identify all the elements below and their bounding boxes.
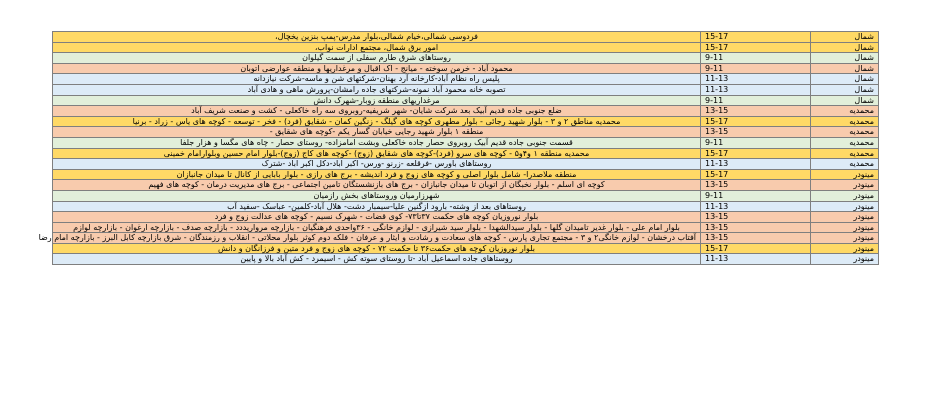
time-range-cell: 15-17 (701, 32, 811, 43)
table-row (53, 32, 879, 43)
region-cell: مینودر (811, 190, 879, 201)
area-description-cell: قسمت جنوبی جاده قدیم آبیک روبروی حصار جاده خاکعلی وبشت امامزاده- روستای حصار - چاه های مگسا و هزار جلفا (53, 137, 701, 148)
region-cell: محمدیه (811, 148, 879, 159)
time-range-cell: 15-17 (701, 169, 811, 180)
area-description-cell: روستاهای شرق طارم سفلی از سمت گیلوان (53, 53, 701, 64)
region-cell: شمال (811, 95, 879, 106)
region-cell: شمال (811, 84, 879, 95)
table-row (53, 53, 879, 64)
region-cell: مینودر (811, 212, 879, 223)
region-cell: شمال (811, 74, 879, 85)
region-cell: محمدیه (811, 159, 879, 170)
area-description-cell: آفتاب درخشان - لوازم خانگی۲ و ۳ - مجتمع تجاری پارس - کوچه های سعادت و رشادت و ایثار و عرفان - فلکه دوم کوثر بلوار محلاتی - انقلاب و رزمندگان - شرق بازارچه کابل البرز - بازارچه امام رضا (53, 233, 701, 244)
area-description-cell: منطقه ملاصدرا- شامل بلوار اصلی و کوچه های زوج و فرد اندیشه - برج های رازی - بلوار بابایی از کانال تا میدان جانبازان (53, 169, 701, 180)
table-row (53, 106, 879, 117)
region-cell: محمدیه (811, 116, 879, 127)
region-cell: مینودر (811, 180, 879, 191)
time-range-cell: 15-17 (701, 243, 811, 254)
time-range-cell: 11-13 (701, 159, 811, 170)
table-row (53, 74, 879, 85)
time-range-cell: 13-15 (701, 233, 811, 244)
table-row (53, 190, 879, 201)
region-cell: شمال (811, 32, 879, 43)
area-description-cell: محمدیه منطقه ۱ و۴و۵ - کوچه های سرو (فرد)-کوچه های شقایق (زوج) -کوچه های کاج (زوج)-بلوار امام حسین وبلوارامام خمینی (53, 148, 701, 159)
area-description-cell: مرغداریهای منطقه زوبار-شهرک دانش (53, 95, 701, 106)
table-row (53, 201, 879, 212)
time-range-cell: 11-13 (701, 74, 811, 85)
table-row (53, 169, 879, 180)
area-description-cell: امور برق شمال، مجتمع ادارات نواب، (53, 42, 701, 53)
region-cell: مینودر (811, 243, 879, 254)
table-row (53, 180, 879, 191)
area-description-cell: محمود آباد - خرمن سوخته - میانج - اک اقبال و مرغداریها و منطقه عوارضی اتوبان (53, 63, 701, 74)
region-cell: مینودر (811, 169, 879, 180)
table-row (53, 254, 879, 265)
time-range-cell: 15-17 (701, 148, 811, 159)
area-description-cell: ضلع جنوبی جاده قدیم آبیک بعد شرکت شایان- شهر شریفیه-روبروی سه راه خاکعلی - کشت و صنعت شریف آباد (53, 106, 701, 117)
time-range-cell: 9-11 (701, 137, 811, 148)
table-row (53, 243, 879, 254)
area-description-cell: تصوبه خانه محمود آباد نمونه-شرکتهای جاده رامشان-پرورش ماهی و هادی آباد (53, 84, 701, 95)
table-row (53, 137, 879, 148)
table-row (53, 95, 879, 106)
region-cell: محمدیه (811, 106, 879, 117)
time-range-cell: 11-13 (701, 84, 811, 95)
table-row (53, 159, 879, 170)
table-row (53, 42, 879, 53)
region-cell: مینودر (811, 201, 879, 212)
time-range-cell: 13-15 (701, 106, 811, 117)
time-range-cell: 9-11 (701, 53, 811, 64)
area-description-cell: روستاهای جاده اسماعیل آباد -تا روستای سوته کش - اسیمرد - کش آباد بالا و پایین (53, 254, 701, 265)
area-description-cell: منطقه ۱ بلوار شهید رجایی خیابان گسار یکم -کوچه های شقایق - (53, 127, 701, 138)
time-range-cell: 9-11 (701, 190, 811, 201)
time-range-cell: 9-11 (701, 63, 811, 74)
table-row (53, 63, 879, 74)
region-cell: شمال (811, 63, 879, 74)
region-cell: مینودر (811, 254, 879, 265)
time-range-cell: 13-15 (701, 212, 811, 223)
time-range-cell: 11-13 (701, 254, 811, 265)
region-cell: محمدیه (811, 137, 879, 148)
table-row (53, 116, 879, 127)
table-row (53, 212, 879, 223)
table-body (38, 32, 879, 265)
time-range-cell: 13-15 (701, 180, 811, 191)
area-description-cell: کوچه ای اسلم - بلوار نخبگان از اتوبان تا میدان جانبازان - برج های بازنشستگان تامین اجتماعی - برج های مدیریت درمان - کوچه های فهیم (53, 180, 701, 191)
region-cell: مینودر (811, 233, 879, 244)
area-description-cell: بلوار نوروزیان کوچه های حکمت ۳۷تا۷۳- کوی قضات - شهرک نسیم - کوچه های عدالت زوج و فرد (53, 212, 701, 223)
table-row (53, 222, 879, 233)
area-description-cell: روستاهای بعد از وشته- بارود ازگنین علیا-سیمبار دشت- هلال آباد-کلمین- عباسک -سفید آب (53, 201, 701, 212)
time-range-cell: 15-17 (701, 42, 811, 53)
table-row (53, 233, 879, 244)
area-description-cell: محمدیه مناطق ۲ و ۳ - بلوار شهید رجائی - بلوار مطهری کوچه های گیلگ - زنگین کمان - شقایق (فرد) - فخر - توسعه - کوچه های یاس - زراد - برنیا (53, 116, 701, 127)
table-row (53, 84, 879, 95)
time-range-cell: 11-13 (701, 201, 811, 212)
region-cell: شمال (811, 53, 879, 64)
area-description-cell: بلوار نوروزیان کوچه های حکمت۳۶ تا حکمت ۷۲ - کوچه های زوج و فرد متین و فرزانگان و دانش (53, 243, 701, 254)
region-cell: شمال (811, 42, 879, 53)
area-description-cell: فردوسی شمالی،خیام شمالی،بلوار مدرس-پمپ بنزین یخچال، (53, 32, 701, 43)
area-description-cell: روستاهای باورس -فرقلعه -زرنو -ورس- اکبر اباد-دکل اکبر اباد -شترک (53, 159, 701, 170)
time-range-cell: 13-15 (701, 127, 811, 138)
time-range-cell: 13-15 (701, 222, 811, 233)
region-cell: محمدیه (811, 127, 879, 138)
area-description-cell: پلیس راه نظام آباد-کارخانه آرد بهنان-شرکتهای شن و ماسه-شرکت نیازدانه (53, 74, 701, 85)
area-description-cell: شهرزارمیان وروستاهای بخش رازمیان (53, 190, 701, 201)
table-row (53, 127, 879, 138)
area-description-cell: بلوار امام علی - بلوار غدیر تامیدان گلها - بلوار سیدالشهدا - بلوار سید شیرازی - لوازم خانگی - ۳۶واحدی فرهنگیان - بازارچه مرواریددد - بازارچه صدف - بازارچه ارغوان - بازارچه لوازم (53, 222, 701, 233)
outage-schedule-table (38, 31, 879, 265)
time-range-cell: 15-17 (701, 116, 811, 127)
region-cell: مینودر (811, 222, 879, 233)
table-row (53, 148, 879, 159)
time-range-cell: 9-11 (701, 95, 811, 106)
